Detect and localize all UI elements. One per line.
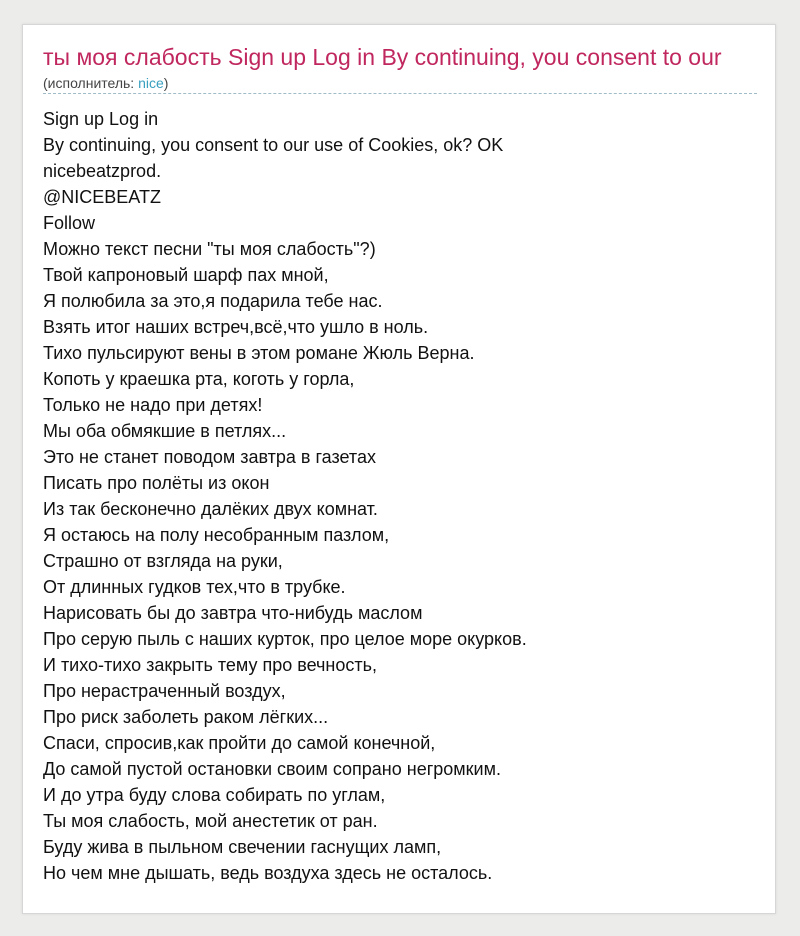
lyric-line: Буду жива в пыльном свечении гаснущих ламп,	[43, 837, 442, 857]
lyric-line: Про нерастраченный воздух,	[43, 681, 286, 701]
lyric-line: Тихо пульсируют вены в этом романе Жюль Верна.	[43, 343, 475, 363]
lyric-line: nicebeatzprod.	[43, 161, 162, 181]
lyric-line: Я полюбила за это,я подарила тебе нас.	[43, 291, 383, 311]
content-card	[22, 24, 776, 914]
lyric-line: Про риск заболеть раком лёгких...	[43, 707, 329, 727]
lyric-line: Можно текст песни "ты моя слабость"?)	[43, 239, 376, 259]
lyric-line: @NICEBEATZ	[43, 187, 161, 207]
lyric-line: Твой капроновый шарф пах мной,	[43, 265, 329, 285]
lyric-line: Только не надо при детях!	[43, 395, 263, 415]
artist-suffix: )	[163, 75, 169, 91]
lyric-line: Копоть у краешка рта, коготь у горла,	[43, 369, 355, 389]
lyric-line: Спаси, спросив,как пройти до самой конечной,	[43, 733, 436, 753]
lyric-line: И до утра буду слова собирать по углам,	[43, 785, 386, 805]
lyric-line: Ты моя слабость, мой анестетик от ран.	[43, 811, 378, 831]
lyric-line: Это не станет поводом завтра в газетах	[43, 447, 376, 467]
page-title: ты моя слабость Sign up Log in By continuing, you consent to our	[43, 44, 722, 70]
lyric-line: Sign up Log in	[43, 109, 159, 129]
lyric-line: От длинных гудков тех,что в трубке.	[43, 577, 346, 597]
artist-link[interactable]: nice	[138, 75, 164, 91]
lyric-line: Я остаюсь на полу несобранным пазлом,	[43, 525, 390, 545]
lyric-line: Писать про полёты из окон	[43, 473, 270, 493]
lyric-line: Про серую пыль с наших курток, про целое море окурков.	[43, 629, 527, 649]
artist-line	[43, 74, 168, 92]
lyric-line: И тихо-тихо закрыть тему про вечность,	[43, 655, 377, 675]
lyric-line: Взять итог наших встреч,всё,что ушло в ноль.	[43, 317, 429, 337]
artist-prefix: (исполнитель:	[43, 75, 139, 91]
lyrics-text	[43, 106, 757, 886]
lyric-line: Страшно от взгляда на руки,	[43, 551, 283, 571]
lyric-line: Follow	[43, 213, 96, 233]
lyric-line: До самой пустой остановки своим сопрано негромким.	[43, 759, 501, 779]
lyric-line: Нарисовать бы до завтра что-нибудь маслом	[43, 603, 423, 623]
lyric-line: Из так бесконечно далёких двух комнат.	[43, 499, 378, 519]
lyric-line: Мы оба обмякшие в петлях...	[43, 421, 287, 441]
lyric-line: Но чем мне дышать, ведь воздуха здесь не осталось.	[43, 863, 493, 883]
title-divider	[43, 93, 757, 94]
lyric-line: By continuing, you consent to our use of Cookies, ok? OK	[43, 135, 504, 155]
